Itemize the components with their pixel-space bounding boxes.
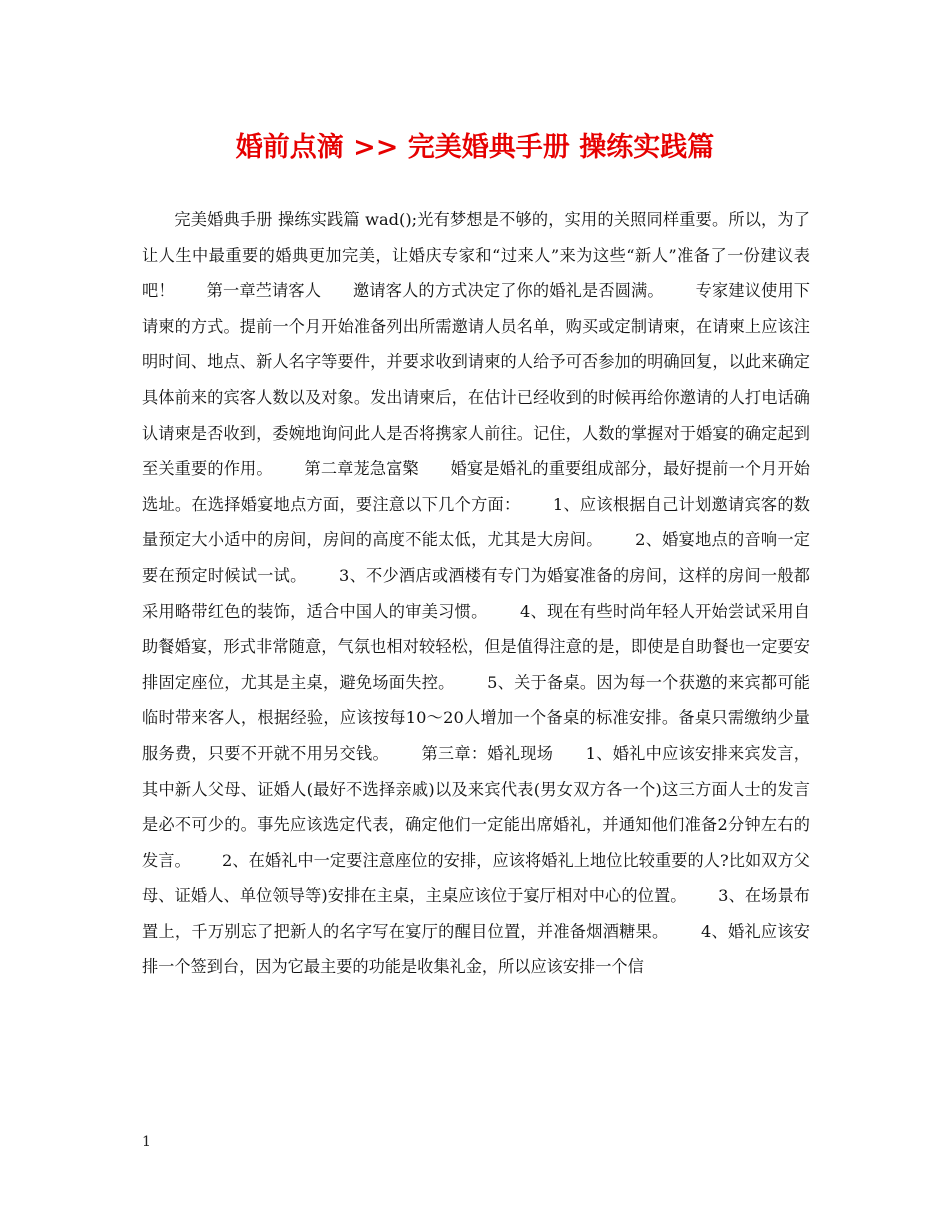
page-title: 婚前点滴 >> 完美婚典手册 操练实践篇 bbox=[235, 132, 715, 163]
page-number: 1 bbox=[142, 1134, 151, 1150]
body-paragraph: 完美婚典手册 操练实践篇 wad();光有梦想是不够的，实用的关照同样重要。所以，为了让人生中最重要的婚典更加完美，让婚庆专家和“过来人”来为这些“新人”准备了一份建议表吧！ 第一章苎请客人 邀请客人的方式决定了你的婚礼是否圆满。 专家建议使用下请柬的方式。提前一个月开始准备列出所需邀请人员名单，购买或定制请柬，在请柬上应该注明时间、地点、新人名字等要件，并要求收到请柬的人给予可否参加的明确回复，以此来确定具体前来的宾客人数以及对象。发出请柬后，在估计已经收到的时候再给你邀请的人打电话确认请柬是否收到，委婉地询问此人是否将携家人前往。记住，人数的掌握对于婚宴的确定起到至关重要的作用。 第二章茏急富檠 婚宴是婚礼的重要组成部分，最好提前一个月开始选址。在选择婚宴地点方面，要注意以下几个方面： 1、应该根据自己计划邀请宾客的数量预定大小适中的房间，房间的高度不能太低，尤其是大房间。 2、婚宴地点的音响一定要在预定时候试一试。 3、不少酒店或酒楼有专门为婚宴准备的房间，这样的房间一般都采用略带红色的装饰，适合中国人的审美习惯。 4、现在有些时尚年轻人开始尝试采用自助餐婚宴，形式非常随意，气氛也相对较轻松，但是值得注意的是，即使是自助餐也一定要安排固定座位，尤其是主桌，避免场面失控。 5、关于备桌。因为每一个获邀的来宾都可能临时带来客人，根据经验，应该按每10～20人增加一个备桌的标准安排。备桌只需缴纳少量服务费，只要不开就不用另交钱。 第三章：婚礼现场 1、婚礼中应该安排来宾发言，其中新人父母、证婚人(最好不选择亲戚)以及来宾代表(男女双方各一个)这三方面人士的发言是必不可少的。事先应该选定代表，确定他们一定能出席婚礼，并通知他们准备2分钟左右的发言。 2、在婚礼中一定要注意座位的安排，应该将婚礼上地位比较重要的人?比如双方父母、证婚人、单位领导等)安排在主桌，主桌应该位于宴厅相对中心的位置。 3、在场景布置上，千万别忘了把新人的名字写在宴厅的醒目位置，并准备烟酒糖果。 4、婚礼应该安排一个签到台，因为它最主要的功能是收集礼金，所以应该安排一个信 bbox=[142, 210, 810, 977]
